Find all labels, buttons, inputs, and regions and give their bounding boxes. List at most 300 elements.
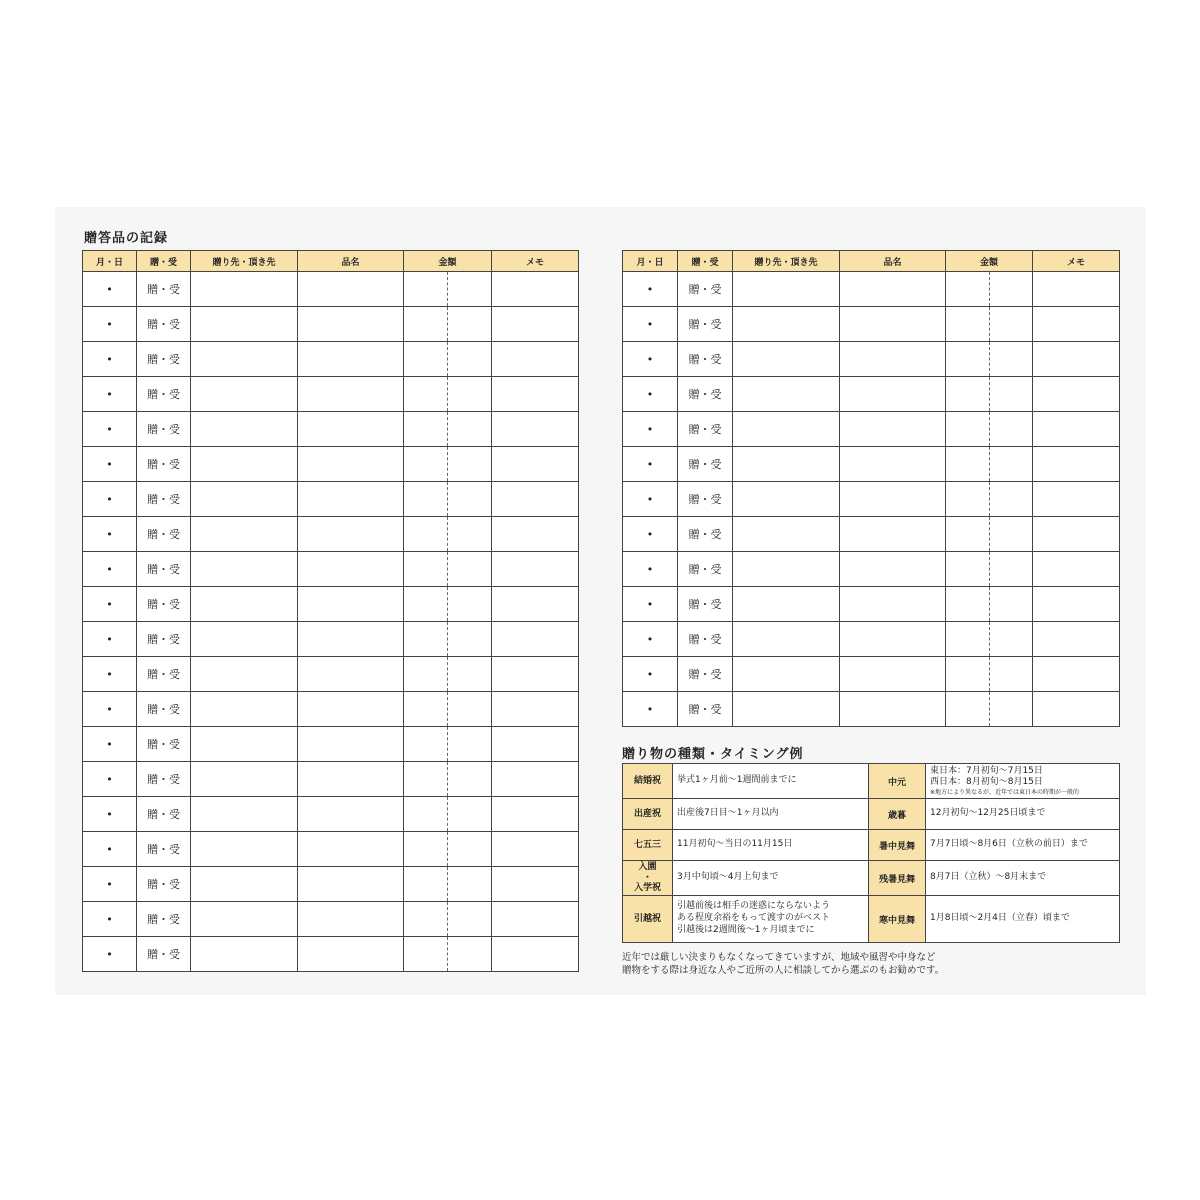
recipient-cell[interactable] — [191, 832, 298, 867]
date-cell: • — [83, 727, 137, 762]
item-name-cell[interactable] — [298, 937, 404, 972]
table-row — [623, 552, 1120, 587]
amount-cell[interactable] — [946, 342, 990, 377]
amount-cell[interactable] — [404, 587, 448, 622]
guide-title: 贈り物の種類・タイミング例 — [622, 747, 804, 762]
item-name-cell[interactable] — [298, 587, 404, 622]
amount-cell[interactable] — [448, 622, 492, 657]
amount-cell[interactable] — [990, 412, 1033, 447]
memo-cell[interactable] — [492, 307, 579, 342]
seasonal-gift-label: 寒中見舞 — [869, 896, 926, 943]
give-receive-cell: 贈・受 — [678, 377, 733, 412]
give-receive-cell: 贈・受 — [678, 307, 733, 342]
guide-row — [623, 830, 1120, 861]
amount-cell[interactable] — [404, 517, 448, 552]
memo-cell[interactable] — [492, 762, 579, 797]
recipient-cell[interactable] — [191, 762, 298, 797]
memo-cell[interactable] — [1033, 272, 1120, 307]
item-name-cell[interactable] — [298, 272, 404, 307]
recipient-cell[interactable] — [191, 587, 298, 622]
give-receive-cell: 贈・受 — [137, 342, 191, 377]
memo-cell[interactable] — [1033, 552, 1120, 587]
seasonal-gift-label: 中元 — [869, 764, 926, 799]
date-cell: • — [83, 377, 137, 412]
date-cell: • — [83, 342, 137, 377]
table-row — [623, 482, 1120, 517]
amount-cell[interactable] — [404, 482, 448, 517]
amount-cell[interactable] — [946, 517, 990, 552]
give-receive-cell: 贈・受 — [678, 272, 733, 307]
date-cell: • — [623, 657, 678, 692]
table-row — [83, 692, 579, 727]
amount-cell[interactable] — [946, 622, 990, 657]
amount-cell[interactable] — [448, 867, 492, 902]
amount-cell[interactable] — [990, 622, 1033, 657]
item-name-cell[interactable] — [840, 692, 946, 727]
item-name-cell[interactable] — [840, 657, 946, 692]
amount-cell[interactable] — [946, 552, 990, 587]
memo-cell[interactable] — [492, 657, 579, 692]
item-name-cell[interactable] — [298, 797, 404, 832]
date-cell: • — [83, 272, 137, 307]
item-name-cell[interactable] — [298, 447, 404, 482]
item-name-cell[interactable] — [298, 412, 404, 447]
item-name-cell[interactable] — [298, 692, 404, 727]
amount-cell[interactable] — [946, 412, 990, 447]
give-receive-cell: 贈・受 — [678, 482, 733, 517]
memo-cell[interactable] — [1033, 377, 1120, 412]
memo-cell[interactable] — [1033, 517, 1120, 552]
date-cell: • — [83, 797, 137, 832]
memo-cell[interactable] — [492, 587, 579, 622]
amount-cell[interactable] — [946, 587, 990, 622]
date-cell: • — [83, 902, 137, 937]
item-name-cell[interactable] — [840, 377, 946, 412]
amount-cell[interactable] — [946, 482, 990, 517]
amount-cell[interactable] — [404, 867, 448, 902]
seasonal-timing-cell — [926, 764, 1120, 799]
gift-type-label: 七五三 — [623, 830, 673, 861]
give-receive-cell: 贈・受 — [137, 587, 191, 622]
give-receive-cell: 贈・受 — [678, 622, 733, 657]
table-row — [83, 482, 579, 517]
amount-cell[interactable] — [448, 447, 492, 482]
amount-cell[interactable] — [448, 832, 492, 867]
table-row — [83, 552, 579, 587]
amount-cell[interactable] — [404, 447, 448, 482]
date-cell: • — [623, 587, 678, 622]
amount-cell[interactable] — [448, 727, 492, 762]
column-header: メモ — [492, 251, 579, 272]
table-row — [83, 902, 579, 937]
recipient-cell[interactable] — [733, 342, 840, 377]
recipient-cell[interactable] — [733, 657, 840, 692]
footer-line-2: 贈物をする際は身近な人やご近所の人に相談してから選ぶのもお勧めです。 — [622, 965, 945, 977]
recipient-cell[interactable] — [191, 307, 298, 342]
table-row — [83, 797, 579, 832]
amount-cell[interactable] — [448, 377, 492, 412]
seasonal-timing-text: 7月7日頃〜8月6日（立秋の前日）まで — [930, 839, 1088, 850]
give-receive-cell: 贈・受 — [137, 622, 191, 657]
recipient-cell[interactable] — [191, 797, 298, 832]
gift-timing-text: 挙式1ヶ月前〜1週間前までに — [673, 764, 869, 799]
table-row — [83, 762, 579, 797]
date-cell: • — [623, 377, 678, 412]
item-name-cell[interactable] — [298, 727, 404, 762]
seasonal-gift-label: 歳暮 — [869, 799, 926, 830]
amount-cell[interactable] — [404, 307, 448, 342]
amount-cell[interactable] — [946, 272, 990, 307]
amount-cell[interactable] — [946, 447, 990, 482]
seasonal-timing-text: 12月初旬〜12月25日頃まで — [930, 808, 1046, 819]
amount-cell[interactable] — [448, 762, 492, 797]
date-cell: • — [83, 307, 137, 342]
give-receive-cell: 贈・受 — [678, 657, 733, 692]
guide-row — [623, 896, 1120, 943]
recipient-cell[interactable] — [191, 867, 298, 902]
give-receive-cell: 贈・受 — [137, 552, 191, 587]
amount-cell[interactable] — [990, 342, 1033, 377]
table-row — [623, 272, 1120, 307]
memo-cell[interactable] — [492, 937, 579, 972]
recipient-cell[interactable] — [191, 902, 298, 937]
item-name-cell[interactable] — [840, 622, 946, 657]
give-receive-cell: 贈・受 — [137, 902, 191, 937]
seasonal-timing-note: ※地方により異なるが、近年では東日本の時期が一般的 — [930, 789, 1080, 797]
seasonal-timing-cell — [926, 799, 1120, 830]
column-header: 金額 — [404, 251, 492, 272]
item-name-cell[interactable] — [298, 762, 404, 797]
column-header: 贈り先・頂き先 — [191, 251, 298, 272]
table-row — [83, 657, 579, 692]
amount-cell[interactable] — [404, 622, 448, 657]
memo-cell[interactable] — [492, 272, 579, 307]
memo-cell[interactable] — [492, 902, 579, 937]
recipient-cell[interactable] — [733, 447, 840, 482]
date-cell: • — [623, 552, 678, 587]
memo-cell[interactable] — [492, 517, 579, 552]
give-receive-cell: 贈・受 — [137, 307, 191, 342]
give-receive-cell: 贈・受 — [137, 797, 191, 832]
give-receive-cell: 贈・受 — [137, 412, 191, 447]
give-receive-cell: 贈・受 — [137, 272, 191, 307]
amount-cell[interactable] — [990, 307, 1033, 342]
guide-row — [623, 764, 1120, 799]
amount-cell[interactable] — [946, 692, 990, 727]
amount-cell[interactable] — [946, 377, 990, 412]
recipient-cell[interactable] — [191, 412, 298, 447]
gift-timing-text: 3月中旬頃〜4月上旬まで — [673, 861, 869, 896]
give-receive-cell: 贈・受 — [678, 412, 733, 447]
column-header: 金額 — [946, 251, 1033, 272]
table-row — [83, 447, 579, 482]
recipient-cell[interactable] — [733, 552, 840, 587]
give-receive-cell: 贈・受 — [137, 377, 191, 412]
recipient-cell[interactable] — [191, 937, 298, 972]
memo-cell[interactable] — [1033, 342, 1120, 377]
date-cell: • — [623, 307, 678, 342]
memo-cell[interactable] — [492, 412, 579, 447]
item-name-cell[interactable] — [298, 622, 404, 657]
memo-cell[interactable] — [492, 832, 579, 867]
column-header: 贈・受 — [678, 251, 733, 272]
gift-record-table-left — [82, 250, 579, 972]
guide-row — [623, 799, 1120, 830]
memo-cell[interactable] — [1033, 412, 1120, 447]
date-cell: • — [83, 482, 137, 517]
table-row — [83, 622, 579, 657]
give-receive-cell: 贈・受 — [137, 447, 191, 482]
memo-cell[interactable] — [492, 342, 579, 377]
left-page-title: 贈答品の記録 — [84, 231, 169, 246]
memo-cell[interactable] — [492, 727, 579, 762]
item-name-cell[interactable] — [840, 517, 946, 552]
give-receive-cell: 贈・受 — [137, 727, 191, 762]
amount-cell[interactable] — [448, 482, 492, 517]
recipient-cell[interactable] — [733, 692, 840, 727]
date-cell: • — [83, 867, 137, 902]
guide-row — [623, 861, 1120, 896]
amount-cell[interactable] — [448, 412, 492, 447]
recipient-cell[interactable] — [733, 272, 840, 307]
recipient-cell[interactable] — [191, 657, 298, 692]
item-name-cell[interactable] — [840, 447, 946, 482]
table-row — [83, 867, 579, 902]
memo-cell[interactable] — [1033, 657, 1120, 692]
amount-cell[interactable] — [448, 552, 492, 587]
amount-cell[interactable] — [404, 657, 448, 692]
give-receive-cell: 贈・受 — [137, 692, 191, 727]
table-row — [623, 587, 1120, 622]
amount-cell[interactable] — [404, 342, 448, 377]
date-cell: • — [83, 517, 137, 552]
date-cell: • — [83, 657, 137, 692]
date-cell: • — [83, 937, 137, 972]
amount-cell[interactable] — [404, 272, 448, 307]
amount-cell[interactable] — [448, 937, 492, 972]
table-row — [83, 517, 579, 552]
table-row — [623, 692, 1120, 727]
memo-cell[interactable] — [492, 622, 579, 657]
recipient-cell[interactable] — [733, 517, 840, 552]
memo-cell[interactable] — [492, 482, 579, 517]
give-receive-cell: 贈・受 — [678, 587, 733, 622]
gift-record-table-right — [622, 250, 1120, 727]
amount-cell[interactable] — [448, 902, 492, 937]
table-header-row — [83, 251, 579, 272]
memo-cell[interactable] — [1033, 622, 1120, 657]
give-receive-cell: 贈・受 — [678, 552, 733, 587]
recipient-cell[interactable] — [191, 517, 298, 552]
memo-cell[interactable] — [492, 377, 579, 412]
amount-cell[interactable] — [990, 517, 1033, 552]
amount-cell[interactable] — [404, 762, 448, 797]
recipient-cell[interactable] — [733, 587, 840, 622]
give-receive-cell: 贈・受 — [137, 657, 191, 692]
seasonal-gift-label: 暑中見舞 — [869, 830, 926, 861]
give-receive-cell: 贈・受 — [678, 342, 733, 377]
column-header: 贈り先・頂き先 — [733, 251, 840, 272]
amount-cell[interactable] — [404, 902, 448, 937]
date-cell: • — [83, 552, 137, 587]
table-row — [83, 307, 579, 342]
gift-timing-guide-table — [622, 763, 1120, 943]
item-name-cell[interactable] — [298, 657, 404, 692]
amount-cell[interactable] — [990, 692, 1033, 727]
item-name-cell[interactable] — [298, 867, 404, 902]
amount-cell[interactable] — [990, 272, 1033, 307]
gift-type-label: 引越祝 — [623, 896, 673, 943]
memo-cell[interactable] — [1033, 692, 1120, 727]
table-row — [83, 587, 579, 622]
table-row — [83, 937, 579, 972]
date-cell: • — [623, 692, 678, 727]
give-receive-cell: 贈・受 — [678, 692, 733, 727]
item-name-cell[interactable] — [840, 307, 946, 342]
table-row — [83, 727, 579, 762]
date-cell: • — [83, 622, 137, 657]
item-name-cell[interactable] — [840, 272, 946, 307]
column-header: 贈・受 — [137, 251, 191, 272]
amount-cell[interactable] — [990, 657, 1033, 692]
recipient-cell[interactable] — [191, 482, 298, 517]
recipient-cell[interactable] — [191, 447, 298, 482]
amount-cell[interactable] — [404, 412, 448, 447]
item-name-cell[interactable] — [298, 902, 404, 937]
seasonal-timing-cell — [926, 861, 1120, 896]
recipient-cell[interactable] — [191, 552, 298, 587]
give-receive-cell: 贈・受 — [678, 447, 733, 482]
recipient-cell[interactable] — [733, 412, 840, 447]
amount-cell[interactable] — [448, 517, 492, 552]
date-cell: • — [83, 412, 137, 447]
give-receive-cell: 贈・受 — [137, 482, 191, 517]
amount-cell[interactable] — [448, 587, 492, 622]
memo-cell[interactable] — [1033, 307, 1120, 342]
recipient-cell[interactable] — [191, 272, 298, 307]
seasonal-timing-text: 8月7日（立秋）〜8月末まで — [930, 872, 1047, 883]
footer-line-1: 近年では厳しい決まりもなくなってきていますが、地域や風習や中身など — [622, 952, 936, 963]
column-header: 品名 — [840, 251, 946, 272]
amount-cell[interactable] — [946, 657, 990, 692]
give-receive-cell: 贈・受 — [137, 867, 191, 902]
amount-cell[interactable] — [448, 797, 492, 832]
amount-cell[interactable] — [990, 377, 1033, 412]
table-row — [83, 832, 579, 867]
item-name-cell[interactable] — [298, 342, 404, 377]
date-cell: • — [623, 272, 678, 307]
table-header-row — [623, 251, 1120, 272]
date-cell: • — [623, 342, 678, 377]
amount-cell[interactable] — [990, 482, 1033, 517]
item-name-cell[interactable] — [298, 517, 404, 552]
item-name-cell[interactable] — [298, 832, 404, 867]
recipient-cell[interactable] — [733, 307, 840, 342]
seasonal-timing-text: 1月8日頃〜2月4日（立春）頃まで — [930, 913, 1070, 924]
memo-cell[interactable] — [492, 447, 579, 482]
item-name-cell[interactable] — [298, 482, 404, 517]
gift-type-label: 結婚祝 — [623, 764, 673, 799]
amount-cell[interactable] — [404, 832, 448, 867]
memo-cell[interactable] — [492, 867, 579, 902]
memo-cell[interactable] — [1033, 587, 1120, 622]
date-cell: • — [83, 832, 137, 867]
date-cell: • — [623, 447, 678, 482]
gift-timing-text: 出産後7日目〜1ヶ月以内 — [673, 799, 869, 830]
column-header: 月・日 — [623, 251, 678, 272]
gift-timing-text: 11月初旬〜当日の11月15日 — [673, 830, 869, 861]
give-receive-cell: 贈・受 — [678, 517, 733, 552]
item-name-cell[interactable] — [840, 482, 946, 517]
amount-cell[interactable] — [404, 797, 448, 832]
date-cell: • — [83, 692, 137, 727]
date-cell: • — [623, 412, 678, 447]
item-name-cell[interactable] — [298, 307, 404, 342]
memo-cell[interactable] — [492, 797, 579, 832]
amount-cell[interactable] — [448, 692, 492, 727]
amount-cell[interactable] — [404, 937, 448, 972]
amount-cell[interactable] — [990, 447, 1033, 482]
amount-cell[interactable] — [404, 552, 448, 587]
memo-cell[interactable] — [492, 692, 579, 727]
table-row — [623, 342, 1120, 377]
amount-cell[interactable] — [404, 692, 448, 727]
item-name-cell[interactable] — [840, 552, 946, 587]
date-cell: • — [623, 622, 678, 657]
seasonal-timing-text: 東日本：7月初旬〜7月15日 西日本：8月初旬〜8月15日 — [930, 765, 1043, 788]
table-row — [623, 517, 1120, 552]
amount-cell[interactable] — [448, 307, 492, 342]
amount-cell[interactable] — [990, 552, 1033, 587]
memo-cell[interactable] — [1033, 447, 1120, 482]
amount-cell[interactable] — [448, 657, 492, 692]
recipient-cell[interactable] — [733, 377, 840, 412]
item-name-cell[interactable] — [298, 377, 404, 412]
memo-cell[interactable] — [1033, 482, 1120, 517]
date-cell: • — [83, 587, 137, 622]
amount-cell[interactable] — [946, 307, 990, 342]
table-row — [623, 657, 1120, 692]
item-name-cell[interactable] — [298, 552, 404, 587]
recipient-cell[interactable] — [191, 692, 298, 727]
recipient-cell[interactable] — [191, 622, 298, 657]
seasonal-timing-cell — [926, 830, 1120, 861]
give-receive-cell: 贈・受 — [137, 517, 191, 552]
table-row — [623, 447, 1120, 482]
amount-cell[interactable] — [990, 587, 1033, 622]
item-name-cell[interactable] — [840, 342, 946, 377]
give-receive-cell: 贈・受 — [137, 762, 191, 797]
amount-cell[interactable] — [448, 342, 492, 377]
column-header: メモ — [1033, 251, 1120, 272]
gift-type-label: 入園 ・ 入学祝 — [623, 861, 673, 896]
footer-note — [622, 951, 1122, 978]
item-name-cell[interactable] — [840, 412, 946, 447]
recipient-cell[interactable] — [733, 622, 840, 657]
amount-cell[interactable] — [404, 727, 448, 762]
amount-cell[interactable] — [448, 272, 492, 307]
recipient-cell[interactable] — [733, 482, 840, 517]
table-row — [623, 622, 1120, 657]
recipient-cell[interactable] — [191, 727, 298, 762]
amount-cell[interactable] — [404, 377, 448, 412]
table-row — [623, 307, 1120, 342]
memo-cell[interactable] — [492, 552, 579, 587]
item-name-cell[interactable] — [840, 587, 946, 622]
recipient-cell[interactable] — [191, 342, 298, 377]
column-header: 品名 — [298, 251, 404, 272]
recipient-cell[interactable] — [191, 377, 298, 412]
